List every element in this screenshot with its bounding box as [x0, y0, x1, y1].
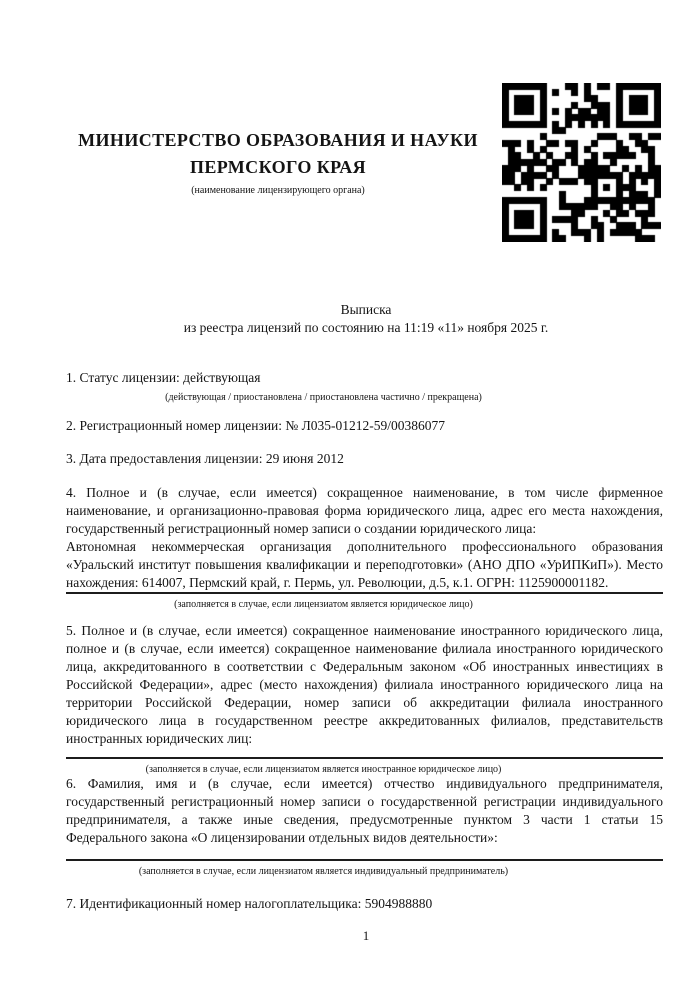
item-taxpayer-number — [66, 895, 663, 913]
individual-entrepreneur-caption: (заполняется в случае, если лицензиатом является индивидуальный предприниматель) — [138, 866, 509, 877]
legal-entity-caption: (заполняется в случае, если лицензиатом является юридическое лицо) — [174, 599, 473, 610]
legal-entity-value: Автономная некоммерческая организация дополнительного профессионального образования «Уральский институт повышения квалификации и переподготовки» (АНО ДПО «УрИПКиП»). Место нахождения: 614007, Пермский край, г. Пермь, ул. Революции, д.5, к.1. ОГРН: 1125900001182. — [66, 538, 663, 594]
license-status-text: 1. Статус лицензии: действующая — [66, 370, 261, 385]
item-individual-entrepreneur — [66, 775, 663, 878]
taxpayer-number-text: 7. Идентификационный номер налогоплательщика: 5904988880 — [66, 896, 433, 911]
foreign-entity-fill-line — [66, 757, 663, 759]
licensing-authority-header — [66, 127, 490, 197]
ministry-name-line2: ПЕРМСКОГО КРАЯ — [189, 157, 367, 177]
foreign-entity-caption: (заполняется в случае, если лицензиатом является иностранное юридическое лицо) — [145, 764, 502, 775]
grant-date-text: 3. Дата предоставления лицензии: 29 июня 2012 — [66, 451, 344, 466]
item-registration-number — [66, 417, 663, 435]
item-license-status — [66, 369, 663, 404]
foreign-entity-question: 5. Полное и (в случае, если имеется) сокращенное наименование иностранного юридического лица, полное и (в случае, если имеется) сокращенное наименование филиала иностранного юридического лица, аккредитованного в соответствии с Федеральным законом «Об иностранных инвестициях в Российской Федерации», адрес (место нахождения) филиала иностранного юридического лица на территории Российской Федерации, номер записи об аккредитации филиала иностранного юридического лица в государственном реестре аккредитованных филиалов, представительств иностранных юридических лиц: — [66, 623, 663, 746]
registration-number-text: 2. Регистрационный номер лицензии: № Л035-01212-59/00386077 — [66, 418, 446, 433]
licensing-authority-caption: (наименование лицензирующего органа) — [191, 185, 365, 196]
qr-code — [502, 83, 661, 242]
item-legal-entity — [66, 484, 663, 611]
document-title — [66, 301, 666, 337]
individual-entrepreneur-question: 6. Фамилия, имя и (в случае, если имеется) отчество индивидуального предпринимателя, государственный регистрационный номер записи о государственной регистрации индивидуального предпринимателя, а также иные сведения, предусмотренные пунктом 3 части 1 статьи 15 Федерального закона «О лицензировании отдельных видов деятельности»: — [66, 776, 663, 845]
license-status-options-caption: (действующая / приостановлена / приостановлена частично / прекращена) — [165, 392, 482, 403]
individual-entrepreneur-fill-line — [66, 859, 663, 861]
legal-entity-question: 4. Полное и (в случае, если имеется) сокращенное наименование, в том числе фирменное наименование, и организационно-правовая форма юридического лица, адрес его места нахождения, государственный регистрационный номер записи о создании юридического лица: — [66, 485, 663, 536]
title-line1: Выписка — [340, 302, 392, 317]
title-line2: из реестра лицензий по состоянию на 11:19 «11» ноября 2025 г. — [183, 320, 549, 335]
item-grant-date — [66, 450, 663, 468]
item-foreign-entity — [66, 622, 663, 776]
ministry-name-line1: МИНИСТЕРСТВО ОБРАЗОВАНИЯ И НАУКИ — [78, 130, 478, 150]
page-number: 1 — [362, 928, 370, 943]
